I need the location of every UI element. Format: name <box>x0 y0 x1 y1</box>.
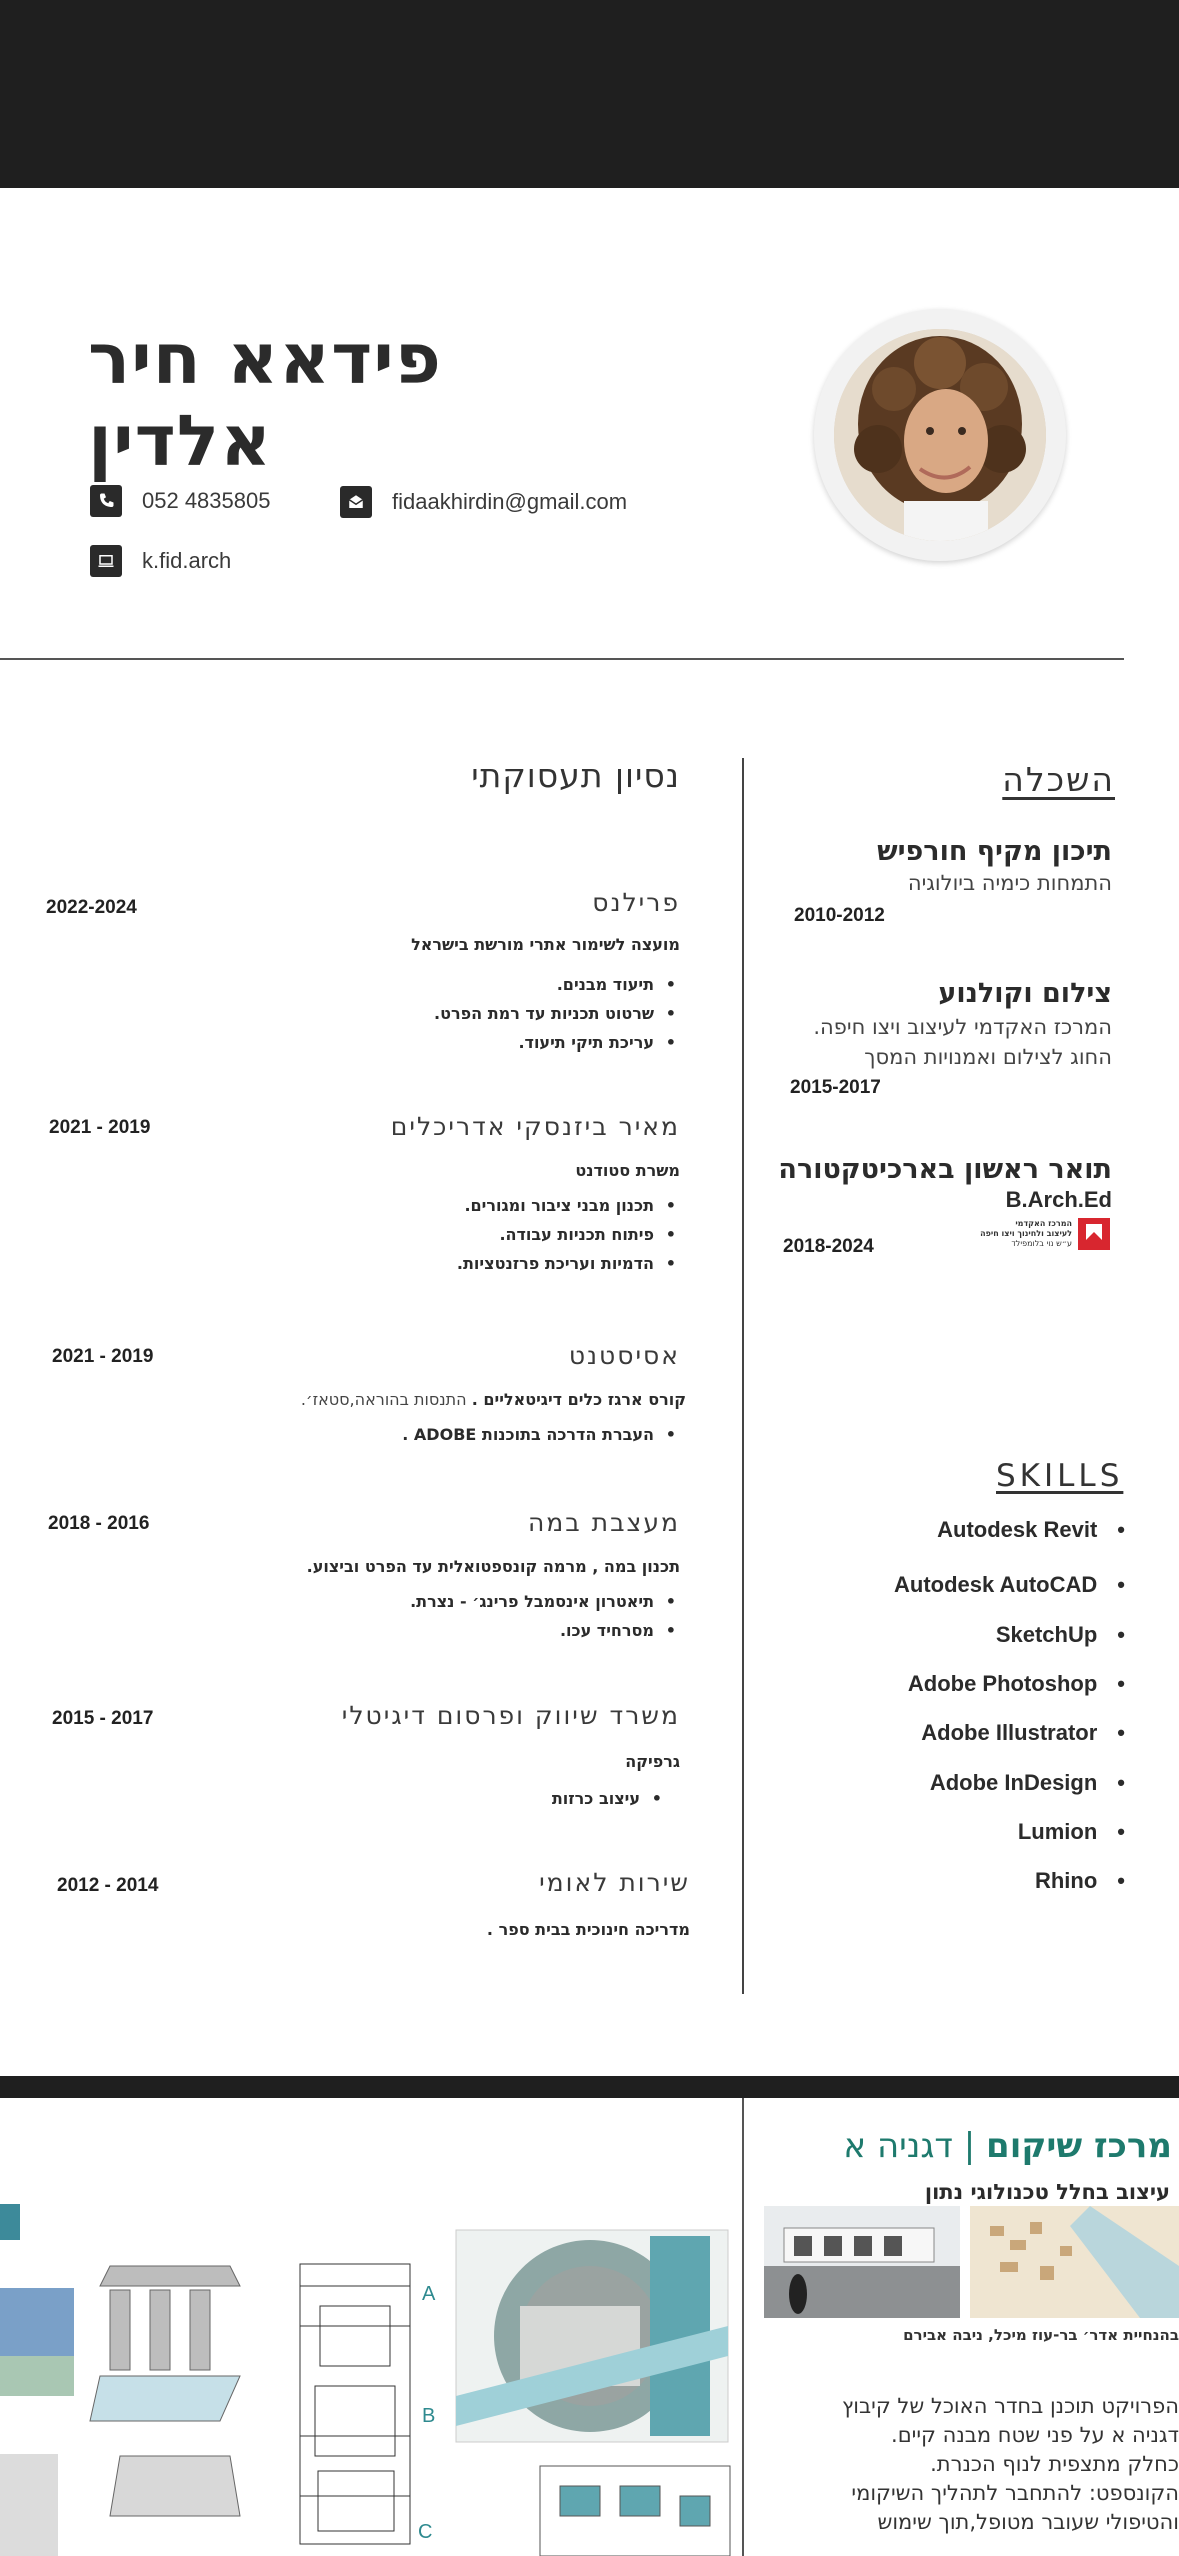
job-title: מעצבת במה <box>527 1508 680 1537</box>
list-item: • מסרחיד עכו. <box>330 1616 676 1645</box>
project-banner <box>0 2076 1179 2098</box>
project-site-map <box>970 2206 1179 2318</box>
project-subtitle: עיצוב בחלל טכנולוגי נתון <box>924 2180 1170 2204</box>
list-item: • עריכת תיקי תיעוד. <box>330 1028 676 1057</box>
list-item: • עיצוב כרזות <box>330 1784 662 1813</box>
education-title: תיכון מקיף חורפיש <box>877 836 1112 867</box>
logo-icon <box>1078 1218 1110 1250</box>
phone-icon <box>90 485 122 517</box>
job-title: משרד שיווק ופרסום דיגיטלי <box>341 1701 680 1730</box>
project-credit: בהנחיית אדר׳ בר-עוז מיכל, ניבה אבירם <box>903 2326 1179 2344</box>
skills-heading: SKILLS <box>996 1458 1124 1494</box>
job-years: 2015 - 2017 <box>52 1708 154 1729</box>
divider-vertical <box>742 758 744 1994</box>
skill-item: Adobe Photoshop • <box>908 1671 1125 1697</box>
top-banner <box>0 0 1179 188</box>
job-title: שירות לאומי <box>539 1868 690 1897</box>
job-subtitle: משרת סטודנט <box>575 1161 680 1180</box>
drawing-label: C <box>418 2521 433 2543</box>
job-bullets <box>330 1191 676 1278</box>
job-subtitle: מדריכה חינוכית בבית ספר . <box>486 1920 690 1939</box>
list-item: • תכנון מבני ציבור ומגורים. <box>330 1191 676 1220</box>
project-drawings <box>0 2196 740 2556</box>
drawing-label: A <box>422 2283 436 2305</box>
skill-item: Lumion • <box>1018 1819 1125 1845</box>
divider-horizontal <box>0 658 1124 660</box>
education-years: 2010-2012 <box>794 905 885 926</box>
envelope-icon <box>340 486 372 518</box>
email-contact <box>340 486 627 518</box>
avatar <box>814 309 1066 561</box>
list-item: • הדמיות ועריכת פרזנטציות. <box>330 1249 676 1278</box>
page-title: פידאא חיר אלדין <box>88 318 442 482</box>
job-title: אסיסטנט <box>568 1341 680 1370</box>
education-years: 2018-2024 <box>783 1236 874 1257</box>
job-bullets <box>330 1587 676 1645</box>
education-heading: השכלה <box>1002 760 1115 799</box>
list-item: • פיתוח תכניות עבודה. <box>330 1220 676 1249</box>
job-years: 2018 - 2016 <box>48 1513 150 1534</box>
job-years: 2021 - 2019 <box>52 1346 154 1367</box>
job-years: 2012 - 2014 <box>57 1875 159 1896</box>
skill-item: Adobe Illustrator • <box>921 1720 1125 1746</box>
education-detail: המרכז האקדמי לעיצוב ויצו חיפה. <box>813 1015 1112 1039</box>
education-item <box>760 836 1112 895</box>
job-years: 2022-2024 <box>46 897 137 918</box>
skill-item: Adobe InDesign • <box>930 1770 1125 1796</box>
education-years: 2015-2017 <box>790 1077 881 1098</box>
job-years: 2021 - 2019 <box>49 1117 151 1138</box>
job-bullets <box>330 1784 662 1813</box>
job-bullets <box>330 1420 676 1449</box>
education-item <box>760 1154 1112 1213</box>
laptop-icon <box>90 545 122 577</box>
education-item <box>760 978 1112 1069</box>
list-item: • העברת הדרכה בתוכנות ADOBE . <box>330 1420 676 1449</box>
list-item: • שרטוט תכניות עד רמת הפרט. <box>330 999 676 1028</box>
job-subtitle: מועצה לשימור אתרי מורשת בישראל <box>411 935 680 954</box>
job-bullets <box>330 970 676 1057</box>
education-detail: התמחות כימיה ביולוגיה <box>907 871 1112 895</box>
project-photo-building <box>764 2206 960 2318</box>
project-divider <box>742 2098 744 2556</box>
skill-item: Rhino • <box>1035 1868 1125 1894</box>
experience-heading: נסיון תעסוקתי <box>471 756 680 795</box>
phone-contact <box>90 485 270 517</box>
job-subtitle: קורס ארגז כלים דיגיטאליים . התנסות בהוראה,סטאז׳. <box>300 1390 686 1409</box>
website-link[interactable]: k.fid.arch <box>142 548 232 573</box>
skill-item: Autodesk Revit • <box>937 1517 1125 1543</box>
project-description: הפרויקט תוכנן בחדר האוכל של קיבוץ דגניה א על פני שטח מבנה קיים. כחלק מתצפית לנוף הכנרת. הקונספט: להתחבר לתהליך השיקומי והטיפולי שעובר מטופל,תוך שימוש <box>841 2394 1179 2534</box>
list-item: • תיאטרון אינסמבל פרינג׳ - נצרת. <box>330 1587 676 1616</box>
job-subtitle: תכנון במה , מרמה קונספטואלית עד הפרט וביצוע. <box>306 1557 680 1576</box>
project-title: מרכז שיקום | דגניה א <box>843 2126 1172 2166</box>
profile-photo <box>834 329 1046 541</box>
drawing-label: B <box>422 2405 436 2427</box>
list-item: • תיעוד מבנים. <box>330 970 676 999</box>
skill-item: SketchUp • <box>996 1622 1125 1648</box>
job-title: מאיר ביזנסקי אדריכלים <box>390 1112 680 1141</box>
job-title: פרילנס <box>592 888 680 917</box>
job-subtitle: גרפיקה <box>625 1752 680 1771</box>
education-detail: החוג לצילום ואמנויות המסך <box>864 1045 1112 1069</box>
school-logo: המרכז האקדמי לעיצוב ולחינוך ויצו חיפה ע״ש נוי בלומפילד <box>956 1216 1110 1252</box>
phone-number: 052 4835805 <box>142 488 271 513</box>
education-title: תואר ראשון בארכיטקטורה <box>778 1154 1112 1185</box>
website-contact <box>90 545 231 577</box>
education-title: צילום וקולנוע <box>938 978 1112 1009</box>
skill-item: Autodesk AutoCAD • <box>894 1572 1125 1598</box>
degree-abbrev: B.Arch.Ed <box>1005 1187 1112 1212</box>
email-address[interactable]: fidaakhirdin@gmail.com <box>392 489 628 514</box>
